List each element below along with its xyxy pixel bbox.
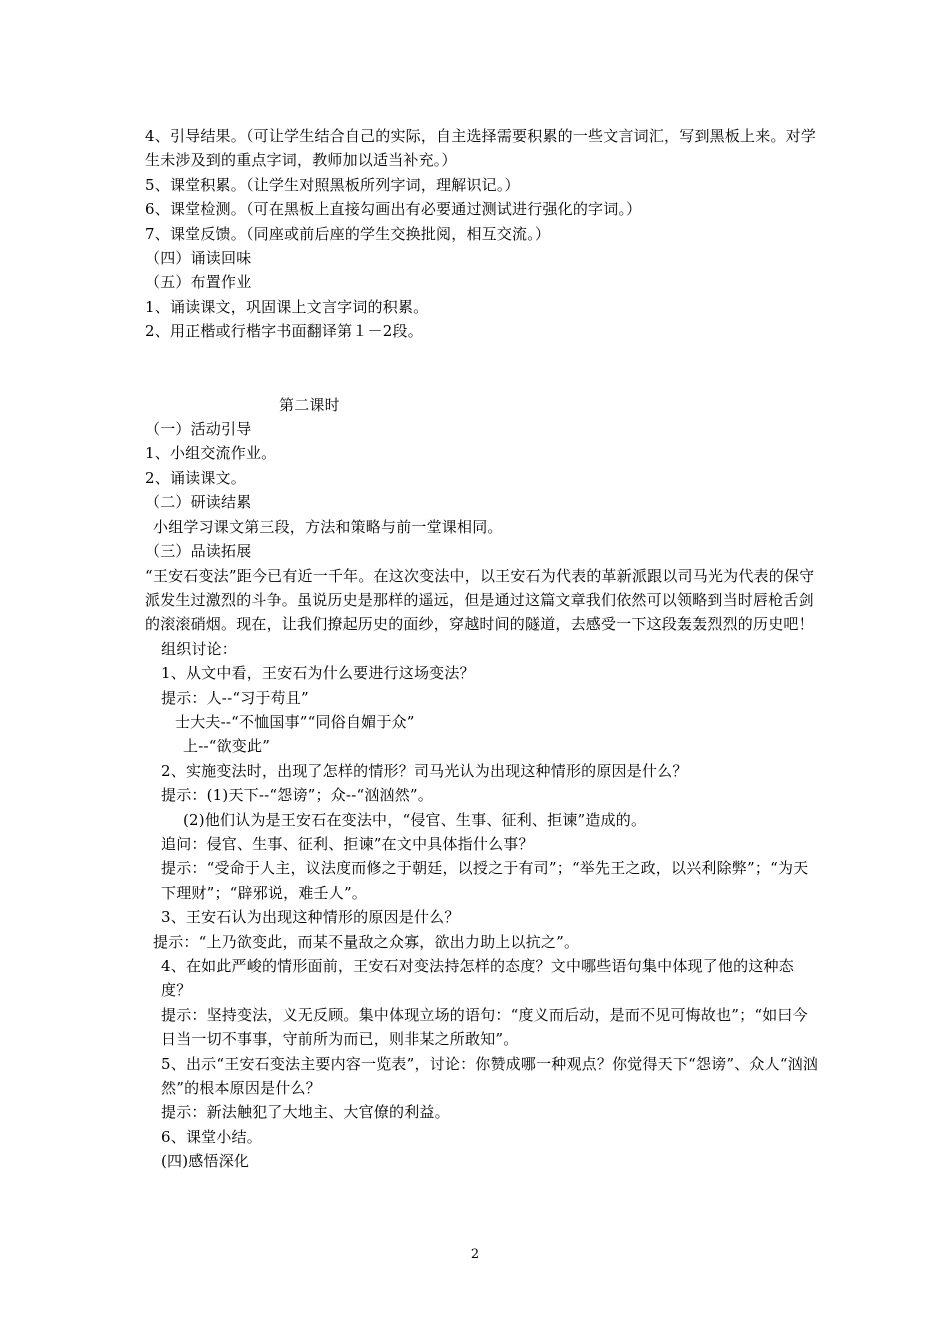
- text-line: 6、课堂检测。（可在黑板上直接勾画出有必要通过测试进行强化的字词。）: [145, 200, 642, 219]
- text-line: 2、用正楷或行楷字书面翻译第１－2段。: [145, 322, 423, 341]
- text-line: 5、出示“王安石变法主要内容一览表”，讨论：你赞成哪一种观点？你觉得天下“怨谤”、众人“汹汹然”的根本原因是什么？: [161, 1054, 819, 1098]
- text-line: (四)感悟深化: [161, 1152, 250, 1171]
- text-line: 4、引导结果。（可让学生结合自己的实际，自主选择需要积累的一些文言词汇，写到黑板上来。对学生未涉及到的重点字词，教师加以适当补充。）: [145, 127, 817, 170]
- text-line: 小组学习课文第三段，方法和策略与前一堂课相同。: [153, 517, 503, 536]
- text-line: 提示：“受命于人主，议法度而修之于朝廷，以授之于有司”；“举先王之政，以兴利除弊”；“为天下理财”；“辟邪说，难壬人”。: [161, 859, 809, 902]
- text-line: 3、王安石认为出现这种情形的原因是什么？: [161, 908, 460, 927]
- text-line: 提示：新法触犯了大地主、大官僚的利益。: [161, 1103, 450, 1122]
- text-line: 提示：坚持变法，义无反顾。集中体现立场的语句：“度义而后动，是而不见可悔故也”；“如曰今日当一切不事事，守前所为而已，则非某之所敢知”。: [161, 1005, 808, 1049]
- document-body: [145, 124, 821, 1174]
- text-line: 追问：侵官、生事、征利、拒谏”在文中具体指什么事？: [161, 834, 534, 853]
- text-line: 2、实施变法时，出现了怎样的情形？司马光认为出现这种情形的原因是什么？: [161, 761, 688, 780]
- text-line: 4、在如此严峻的情形面前，王安石对变法持怎样的态度？文中哪些语句集中体现了他的这种态度？: [161, 957, 794, 1000]
- text-line: (2)他们认为是王安石在变法中，“侵官、生事、征利、拒谏”造成的。: [183, 810, 647, 829]
- page-number: 2: [470, 1247, 480, 1262]
- section-title: 第二课时: [279, 395, 340, 414]
- text-line: （五）布置作业: [145, 273, 252, 292]
- text-line: （二）研读结累: [145, 493, 252, 512]
- text-line: 6、课堂小结。: [161, 1127, 262, 1146]
- text-line: 1、小组交流作业。: [145, 444, 277, 463]
- text-line: 1、从文中看，王安石为什么要进行这场变法？: [161, 664, 475, 683]
- text-line: 2、诵读课文。: [145, 468, 246, 487]
- text-line: （四）诵读回味: [145, 249, 252, 268]
- text-line: 5、课堂积累。（让学生对照黑板所列字词，理解识记。）: [145, 175, 520, 194]
- text-line: “王安石变法”距今已有近一千年。在这次变法中，以王安石为代表的革新派跟以司马光为代表的保守派发生过激烈的斗争。虽说历史是那样的遥远，但是通过这篇文章我们依然可以领略到当时唇枪舌剑的滚滚硝烟。现在，让我们撩起历史的面纱，穿越时间的隧道，去感受一下这段轰轰烈烈的历史吧！: [145, 566, 815, 634]
- text-line: 提示：“上乃欲变此，而某不量敌之众寡，欲出力助上以抗之”。: [153, 932, 580, 951]
- section-spacer: [145, 344, 821, 393]
- text-line: 士大夫--“不恤国事”“同俗自媚于众”: [175, 712, 415, 731]
- text-line: （三）品读拓展: [145, 542, 252, 561]
- text-line: 7、课堂反馈。（同座或前后座的学生交换批阅，相互交流。）: [145, 224, 551, 243]
- text-line: 1、诵读课文，巩固课上文言字词的积累。: [145, 297, 429, 316]
- text-line: 上--“欲变此”: [183, 737, 271, 756]
- text-line: （一）活动引导: [145, 420, 252, 439]
- text-line: 提示：(1)天下--“怨谤”；众--“汹汹然”。: [161, 786, 433, 805]
- text-line: 提示：人--“习于苟且”: [161, 688, 309, 707]
- text-line: 组织讨论：: [161, 639, 238, 658]
